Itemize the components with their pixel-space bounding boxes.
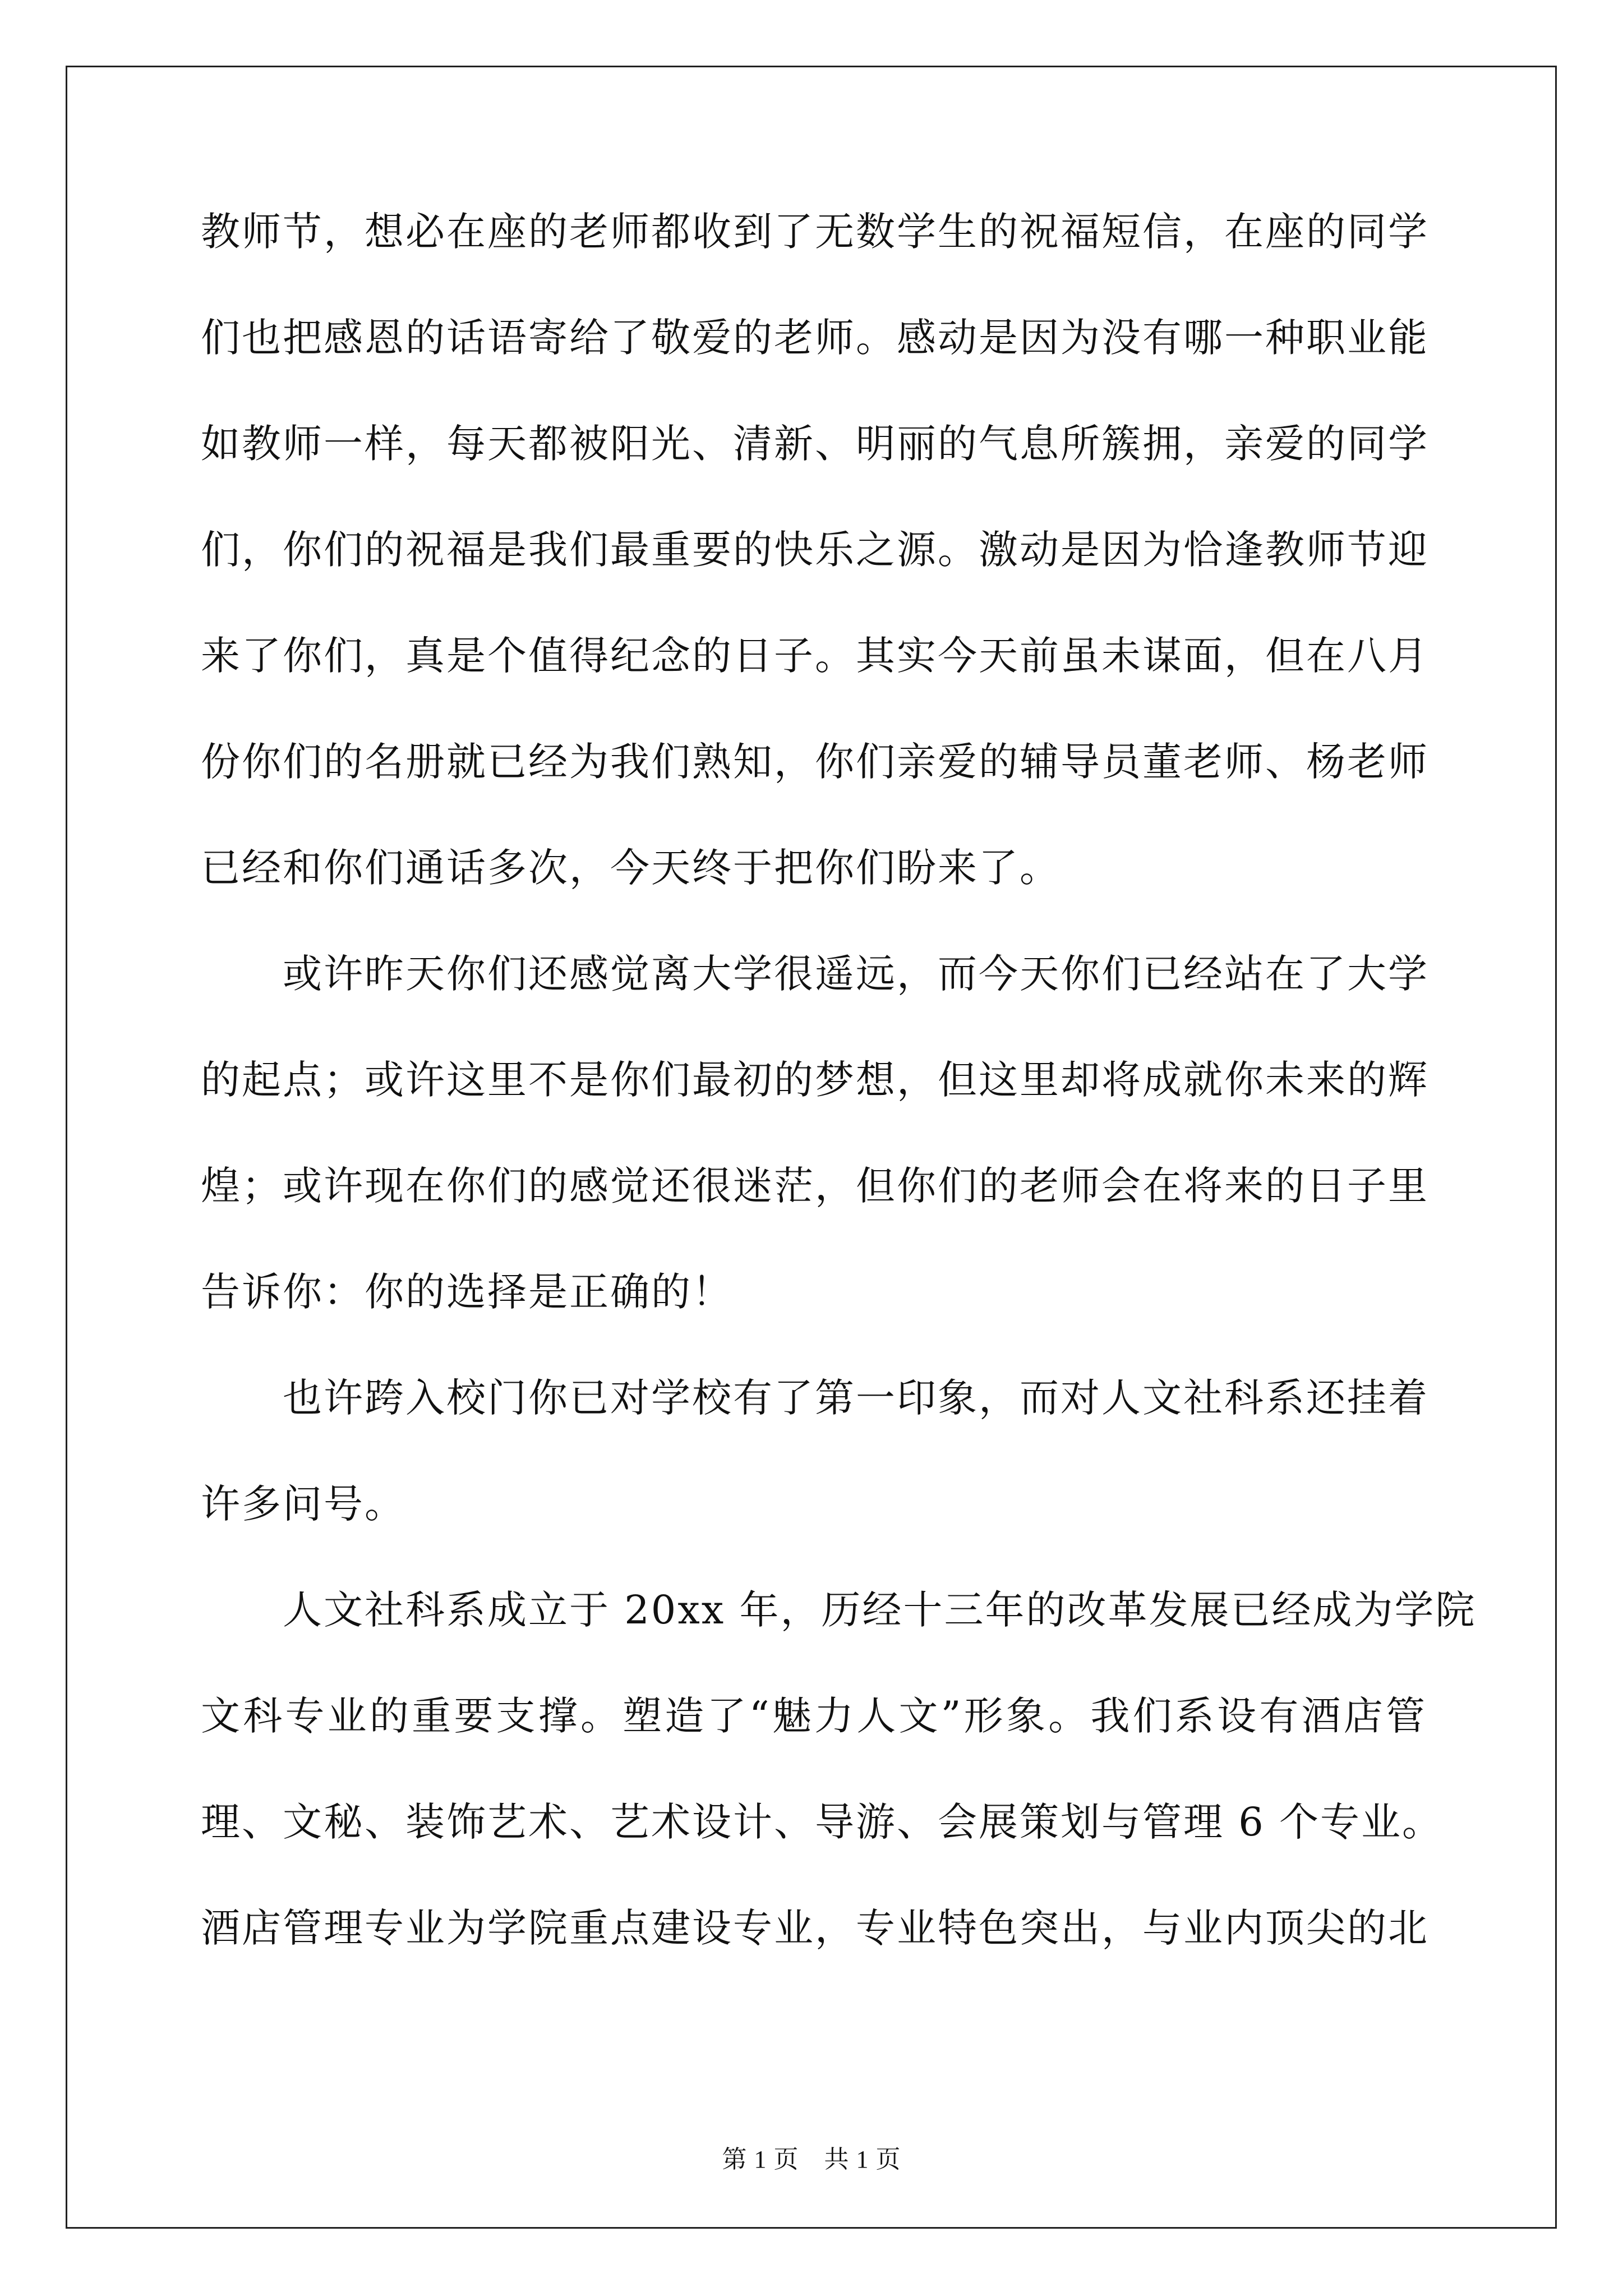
text-line: 煌；或许现在你们的感觉还很迷茫，但你们的老师会在将来的日子里: [201, 1163, 1429, 1209]
text-line: 们也把感恩的话语寄给了敬爱的老师。感动是因为没有哪一种职业能: [201, 315, 1429, 361]
text-line: 已经和你们通话多次，今天终于把你们盼来了。: [201, 845, 1061, 891]
text-line: 酒店管理专业为学院重点建设专业，专业特色突出，与业内顶尖的北: [201, 1905, 1429, 1951]
text-line: 的起点；或许这里不是你们最初的梦想，但这里却将成就你未来的辉: [201, 1057, 1429, 1103]
text-line: 份你们的名册就已经为我们熟知，你们亲爱的辅导员董老师、杨老师: [201, 739, 1429, 785]
text-line: 告诉你：你的选择是正确的！: [201, 1269, 733, 1315]
text-line: 文科专业的重要支撑。塑造了“魅力人文”形象。我们系设有酒店管: [201, 1693, 1427, 1739]
text-line: 或许昨天你们还感觉离大学很遥远，而今天你们已经站在了大学: [201, 951, 1429, 997]
text-line: 如教师一样，每天都被阳光、清新、明丽的气息所簇拥，亲爱的同学: [201, 421, 1429, 467]
text-line: 理、文秘、装饰艺术、艺术设计、导游、会展策划与管理 6 个专业。: [201, 1799, 1444, 1845]
text-line: 许多问号。: [201, 1481, 405, 1527]
text-line: 人文社科系成立于 20xx 年，历经十三年的改革发展已经成为学院: [201, 1587, 1477, 1633]
text-line: 来了你们，真是个值得纪念的日子。其实今天前虽未谋面，但在八月: [201, 633, 1429, 679]
page-number-footer: 第 1 页 共 1 页: [722, 2146, 901, 2173]
text-line: 也许跨入校门你已对学校有了第一印象，而对人文社科系还挂着: [201, 1375, 1429, 1421]
document-body: [201, 206, 1477, 2009]
text-line: 们，你们的祝福是我们最重要的快乐之源。激动是因为恰逢教师节迎: [201, 527, 1429, 573]
text-line: 教师节，想必在座的老师都收到了无数学生的祝福短信，在座的同学: [201, 209, 1429, 255]
